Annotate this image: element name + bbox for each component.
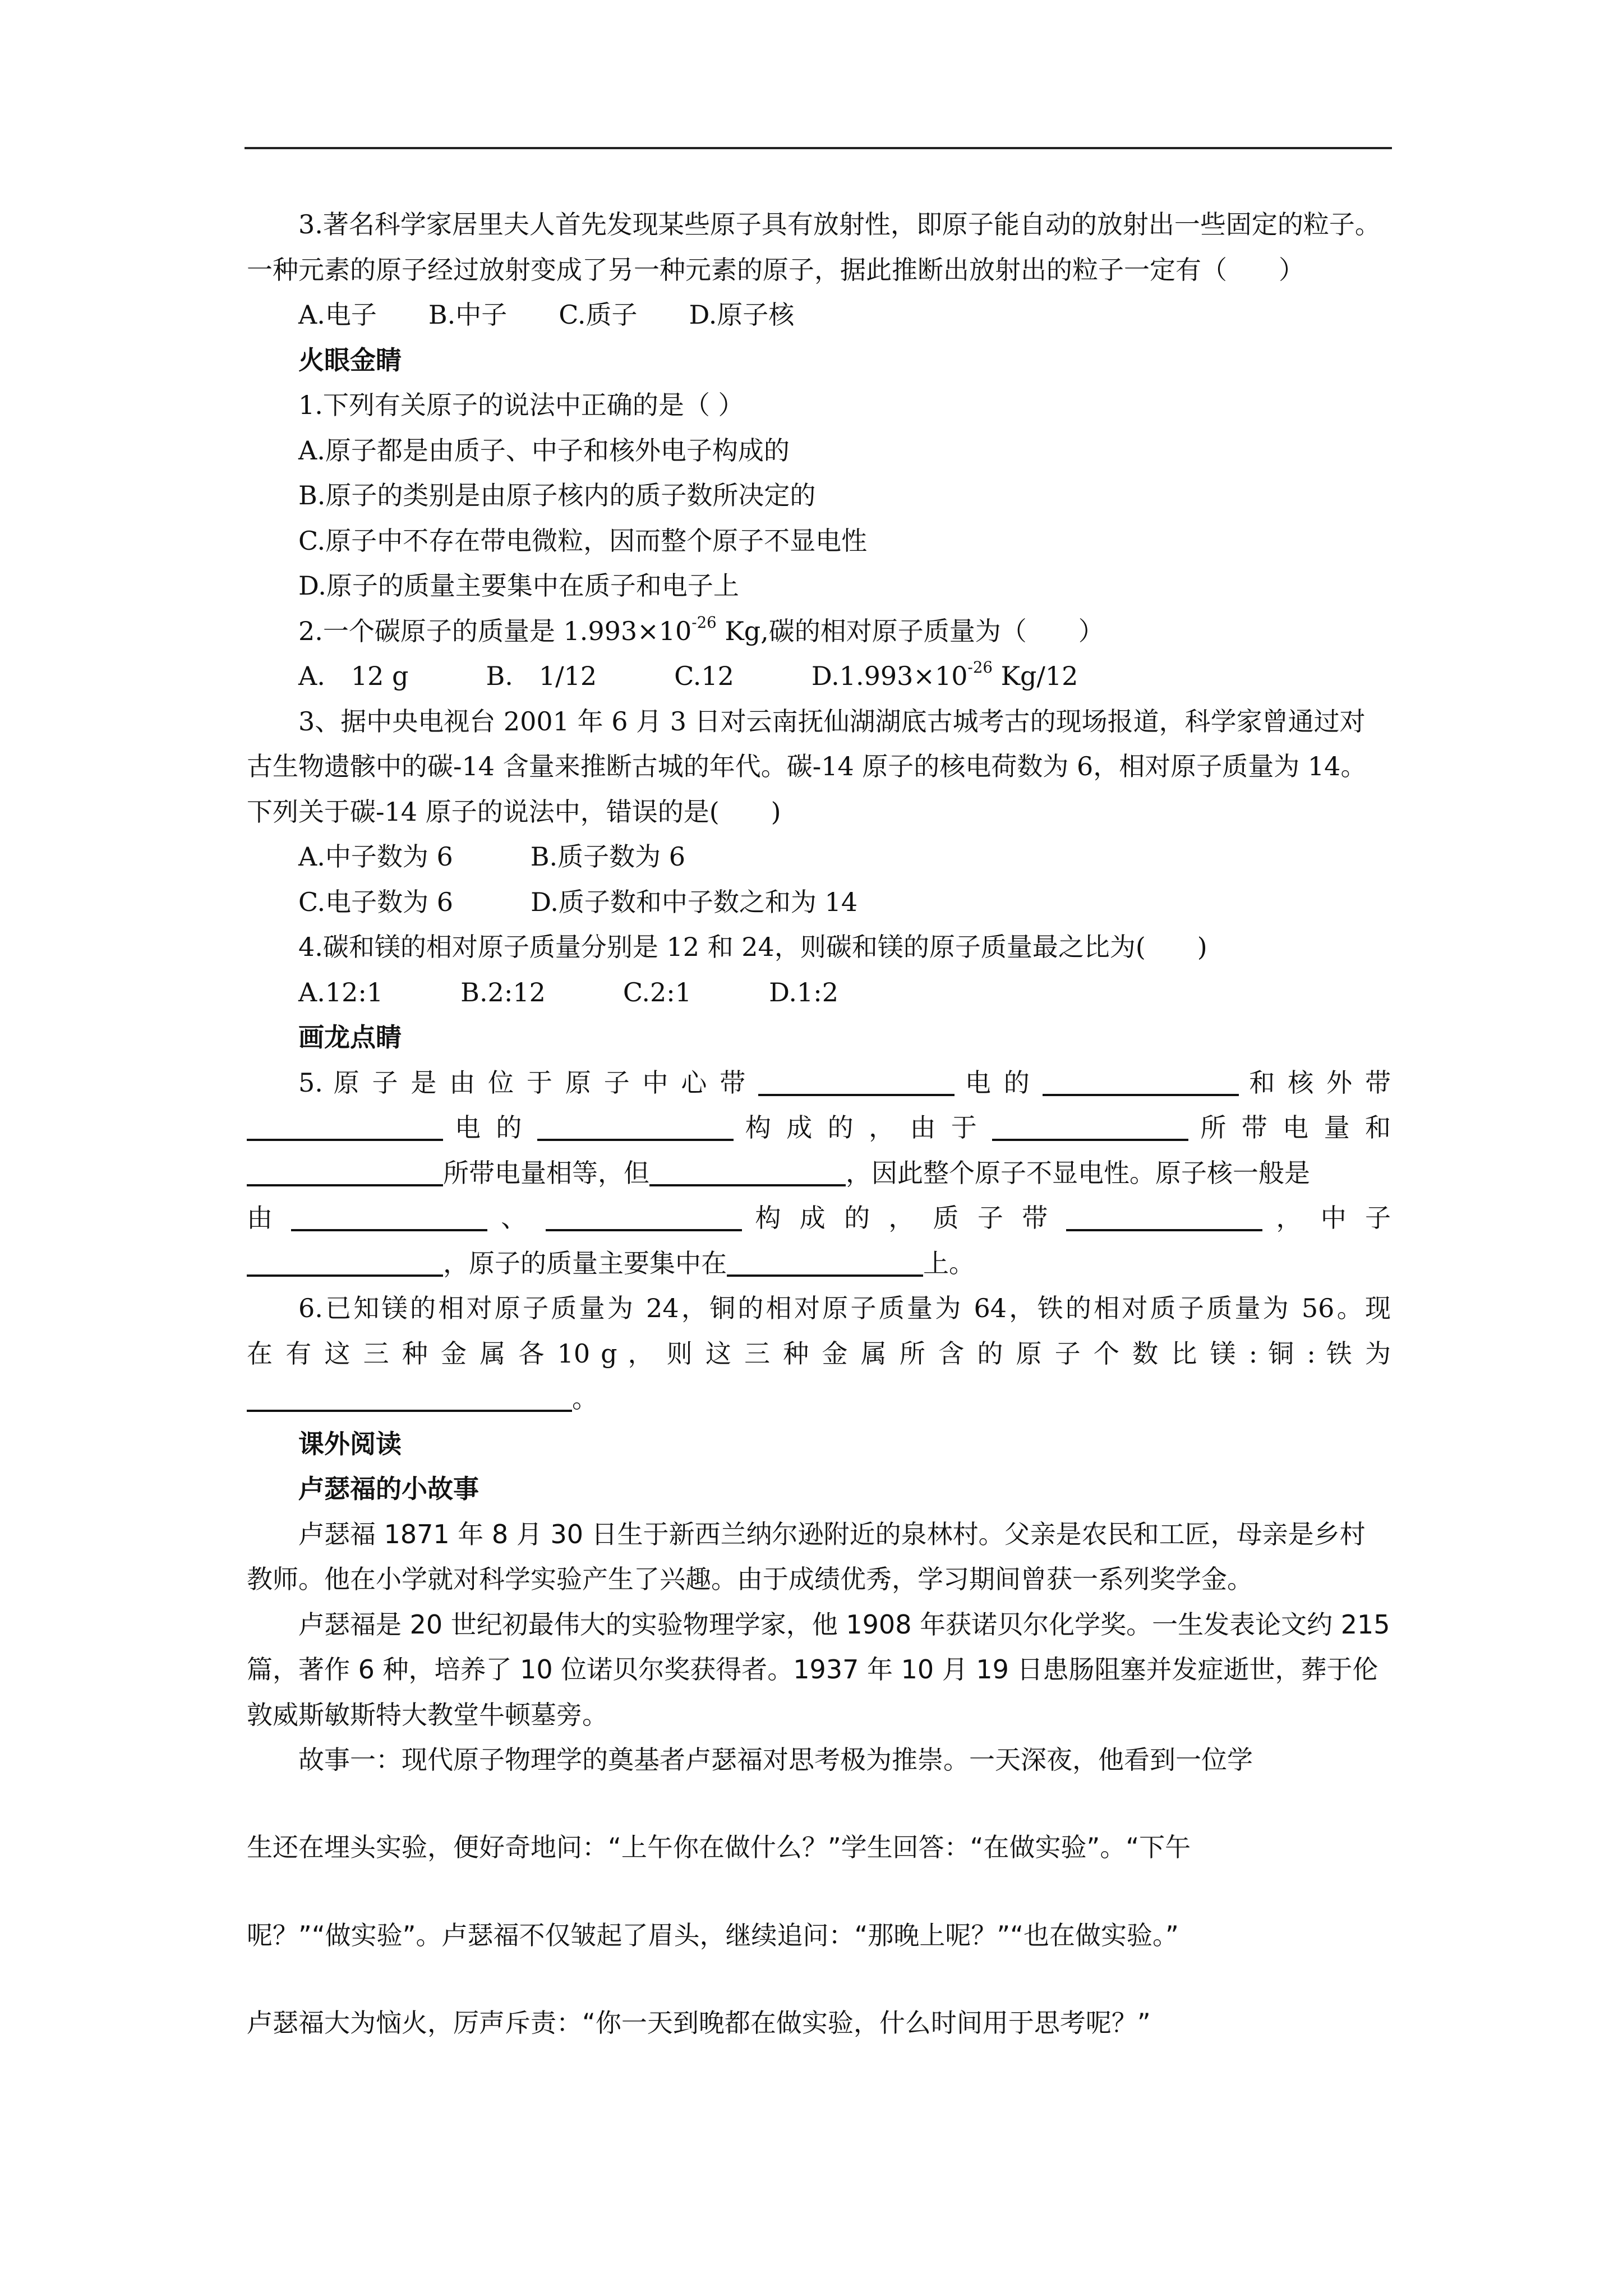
header-rule: [245, 147, 1392, 149]
q5-text-8: ，因此整个原子不显电性。原子核一般是: [846, 1157, 1310, 1188]
q3-prev-stem: 3.著名科学家居里夫人首先发现某些原子具有放射性，即原子能自动的放射出一些固定的粒子。一种元素的原子经过放射变成了另一种元素的原子，据此推断出放射出的粒子一定有（ ）: [247, 209, 1381, 285]
q5-blank-5[interactable]: [992, 1113, 1188, 1141]
q4-options: A.12:1 B.2:12 C.2:1 D.1:2: [298, 977, 838, 1007]
q5-blank-3[interactable]: [247, 1113, 443, 1141]
q5-blank-1[interactable]: [758, 1068, 955, 1096]
q2-options: [247, 654, 1391, 699]
story-title: 卢瑟福的小故事: [298, 1474, 479, 1504]
q5-text-1: 5. 原 子 是 由 位 于 原 子 中 心 带: [298, 1067, 748, 1098]
q2-exponent: -26: [691, 613, 717, 632]
q5-text-13: ，原子的质量主要集中在: [443, 1248, 727, 1278]
q1-option-d: D.原子的质量主要集中在质子和电子上: [298, 570, 739, 601]
story-paragraph-1: 卢瑟福 1871 年 8 月 30 日生于新西兰纳尔逊附近的泉林村。父亲是农民和工匠，母亲是乡村教师。他在小学就对科学实验产生了兴趣。由于成绩优秀，学习期间曾获一系列奖学金。: [247, 1519, 1366, 1594]
q1-option-c: C.原子中不存在带电微粒，因而整个原子不显电性: [298, 525, 868, 556]
q5-blank-11[interactable]: [247, 1249, 443, 1277]
q5-text-7: 所带电量相等，但: [443, 1157, 649, 1188]
story-paragraph-3-line-4: 卢瑟福大为恼火，厉声斥责：“你一天到晚都在做实验，什么时间用于思考呢？”: [247, 2008, 1151, 2038]
q5-text-4: 电 的: [455, 1112, 525, 1143]
story-paragraph-3-line-1: 故事一：现代原子物理学的奠基者卢瑟福对思考极为推崇。一天深夜，他看到一位学: [298, 1745, 1253, 1775]
q5-blank-2[interactable]: [1043, 1068, 1239, 1096]
q3-options-2: C.电子数为 6 D.质子数和中子数之和为 14: [298, 886, 858, 917]
q3-stem: 3、据中央电视台 2001 年 6 月 3 日对云南抚仙湖湖底古城考古的现场报道，科学家曾通过对古生物遗骸中的碳-14 含量来推断古城的年代。碳-14 原子的核电荷数为 6，相对原子质量为 14。下列关于碳-14 原子的说法中，错误的是( ): [247, 706, 1367, 827]
q5-text-2: 电 的: [965, 1067, 1032, 1098]
q5-text-11: 构 成 的 ， 质 子 带: [755, 1203, 1053, 1233]
q5-text-6: 所 带 电 量 和: [1200, 1112, 1391, 1143]
q6-line-2: 在 有 这 三 种 金 属 各 10 g ， 则 这 三 种 金 属 所 含 的 原 子 个 数 比 镁 : 铜 : 铁 为: [247, 1338, 1391, 1369]
q2-options-text: A. 12 g B. 1/12 C.12 D.1.993×10: [298, 661, 968, 691]
q3-options-1: A.中子数为 6 B.质子数为 6: [298, 841, 686, 872]
q5-text-12: ， 中 子: [1276, 1203, 1391, 1233]
q5-text-14: 上。: [923, 1248, 975, 1278]
q5-blank-10[interactable]: [1066, 1203, 1262, 1231]
story-paragraph-2: 卢瑟福是 20 世纪初最伟大的实验物理学家，他 1908 年获诺贝尔化学奖。一生发表论文约 215 篇，著作 6 种，培养了 10 位诺贝尔奖获得者。1937 年 10 月 19 日患肠阻塞并发症逝世，葬于伦敦威斯敏斯特大教堂牛顿墓旁。: [247, 1609, 1390, 1730]
q4-stem: 4.碳和镁的相对原子质量分别是 12 和 24，则碳和镁的原子质量最之比为( ): [298, 932, 1207, 962]
q5-text-5: 构 成 的 ， 由 于: [745, 1112, 981, 1143]
q5-blank-12[interactable]: [727, 1249, 923, 1277]
q2-stem-text: 2.一个碳原子的质量是 1.993×10: [298, 615, 692, 646]
q1-option-a: A.原子都是由质子、中子和核外电子构成的: [298, 435, 790, 466]
q1-stem: 1.下列有关原子的说法中正确的是（ ）: [298, 390, 744, 420]
section-heading-1: 火眼金睛: [298, 344, 402, 375]
story-paragraph-3-line-2: 生还在埋头实验，便好奇地问：“上午你在做什么？”学生回答：“在做实验”。“下午: [247, 1832, 1191, 1862]
q5-line-5: [247, 1241, 1391, 1286]
q5-blank-7[interactable]: [649, 1158, 846, 1186]
q5-line-3: [247, 1151, 1391, 1196]
q2-options-exponent: -26: [967, 657, 993, 677]
q5-line-4: [247, 1195, 1391, 1241]
q1-option-b: B.原子的类别是由原子核内的质子数所决定的: [298, 480, 816, 510]
q6-line-3: [247, 1376, 1391, 1421]
q5-line-2: [247, 1105, 1391, 1151]
q5-blank-4[interactable]: [537, 1113, 734, 1141]
q2-options-unit: Kg/12: [992, 661, 1078, 691]
q6-end: 。: [572, 1383, 598, 1414]
section-heading-3: 课外阅读: [298, 1428, 402, 1459]
q5-blank-8[interactable]: [291, 1203, 487, 1231]
q5-blank-9[interactable]: [546, 1203, 742, 1231]
section-heading-2: 画龙点睛: [298, 1022, 402, 1052]
story-paragraph-3-line-3: 呢？”“做实验”。卢瑟福不仅皱起了眉头，继续追问：“那晚上呢？”“也在做实验。”: [247, 1920, 1179, 1950]
q2-stem-unit: Kg,碳的相对原子质量为（ ）: [716, 615, 1104, 646]
q5-text-3: 和 核 外 带: [1249, 1067, 1391, 1098]
document-body: [247, 202, 1391, 2046]
q6-line-1: 6.已知镁的相对原子质量为 24，铜的相对原子质量为 64，铁的相对质子质量为 56。现: [298, 1293, 1391, 1323]
q3-prev-options: A.电子 B.中子 C.质子 D.原子核: [298, 300, 795, 330]
q5-line-1: [247, 1060, 1391, 1106]
q5-text-9: 由: [247, 1203, 278, 1233]
q5-text-10: 、: [501, 1203, 532, 1233]
q5-blank-6[interactable]: [247, 1158, 443, 1186]
q2-stem: [247, 609, 1391, 654]
q6-blank[interactable]: [247, 1384, 572, 1412]
